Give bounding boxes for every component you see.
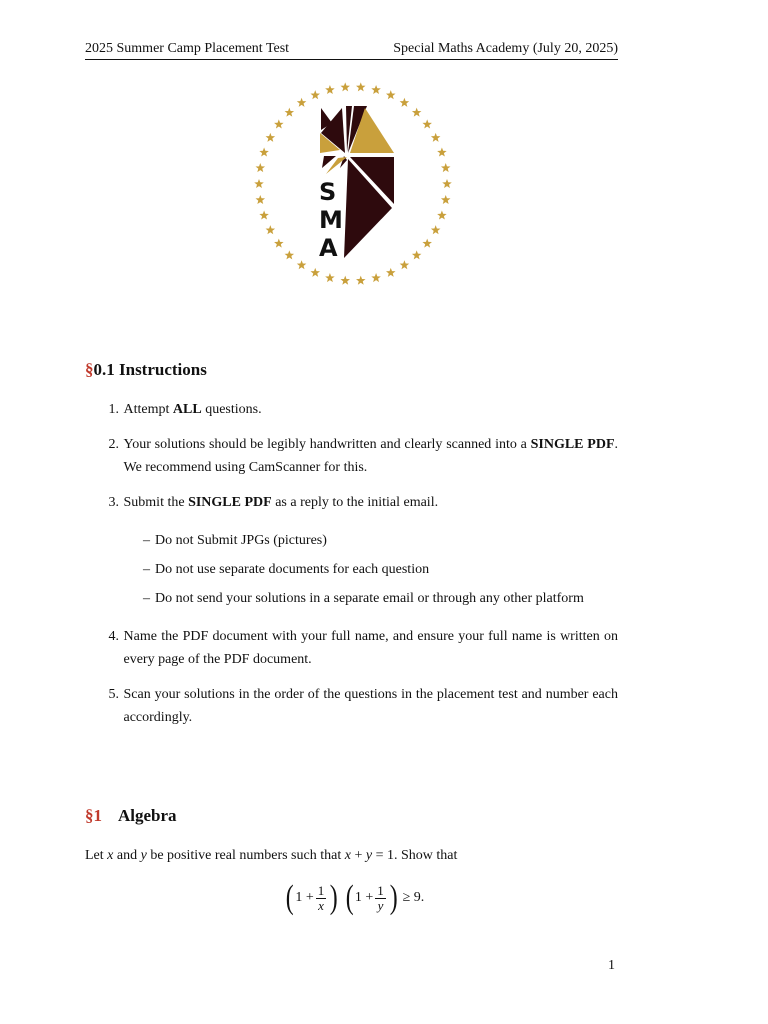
fraction: $\frac{1}{y}$	[377, 882, 384, 913]
star-icon	[266, 133, 276, 142]
star-icon	[274, 239, 284, 248]
fraction: $\frac{1}{x}$	[317, 882, 325, 913]
star-icon	[310, 268, 320, 277]
sma-logo	[248, 78, 458, 290]
star-icon	[441, 195, 451, 204]
list-item: 4. Name the PDF document with your full name, and ensure your full name is written on every page of the PDF document.	[108, 629, 618, 667]
algebra-heading	[85, 806, 177, 826]
star-icon	[285, 108, 295, 117]
sub-list	[85, 529, 618, 610]
star-icon	[400, 98, 410, 107]
star-icon	[412, 250, 422, 259]
star-icon	[422, 239, 432, 248]
star-icon	[400, 260, 410, 269]
star-icon	[437, 148, 447, 157]
page-number: 1	[608, 958, 615, 973]
star-icon	[422, 119, 432, 128]
star-icon	[340, 276, 350, 285]
star-icon	[386, 268, 396, 277]
sub-list-item: – Do not use separate documents for each question	[143, 562, 430, 577]
sub-list-item: – Do not Submit JPGs (pictures)	[143, 533, 327, 548]
star-icon	[356, 82, 366, 91]
star-icon	[256, 163, 266, 172]
star-icon	[285, 250, 295, 259]
problem-statement: Let x and y be positive real numbers such that x + y = 1. Show that	[85, 848, 458, 863]
list-item: 1. Attempt ALL questions.	[108, 402, 262, 417]
logo-letter-m: M	[319, 206, 343, 234]
header-right: Special Maths Academy (July 20, 2025)	[393, 41, 618, 56]
star-icon	[442, 179, 452, 188]
star-icon	[297, 98, 307, 107]
star-icon	[259, 148, 269, 157]
star-icon	[431, 133, 441, 142]
list-item: 2. Your solutions should be legibly handwritten and clearly scanned into a SINGLE PDF. We recommend using CamScanner for this.	[108, 437, 619, 475]
display-equation: ( 1 + $\frac{1}{x}$ ) ( 1 + $\frac{1}{y}$ ) ≥ 9.	[285, 879, 425, 916]
star-icon	[259, 211, 269, 220]
logo-letters	[319, 178, 343, 262]
star-icon	[266, 225, 276, 234]
star-icon	[254, 179, 264, 188]
star-icon	[441, 163, 451, 172]
star-icon	[310, 90, 320, 99]
star-icon	[274, 119, 284, 128]
star-icon	[325, 85, 335, 94]
star-icon	[371, 273, 381, 282]
star-icon	[297, 260, 307, 269]
logo-letter-a: A	[319, 234, 338, 262]
star-icon	[412, 108, 422, 117]
star-icon	[256, 195, 266, 204]
sub-list-item: – Do not send your solutions in a separate email or through any other platform	[143, 591, 584, 606]
star-icon	[431, 225, 441, 234]
star-icon	[340, 82, 350, 91]
star-icon	[356, 276, 366, 285]
instructions-list	[85, 398, 618, 729]
instructions-heading	[85, 360, 207, 380]
list-item: 5. Scan your solutions in the order of the questions in the placement test and number each accordingly.	[108, 687, 618, 725]
running-header	[85, 40, 618, 60]
star-icon	[437, 211, 447, 220]
star-icon	[325, 273, 335, 282]
section-sign: §	[85, 806, 94, 825]
instructions-title: 0.1 Instructions	[93, 360, 207, 379]
section-number: 1	[93, 806, 102, 825]
header-left: 2025 Summer Camp Placement Test	[85, 41, 290, 56]
star-icon	[371, 85, 381, 94]
list-item: 3. Submit the SINGLE PDF as a reply to the initial email.	[108, 495, 439, 510]
algebra-title: Algebra	[118, 806, 177, 825]
star-icon	[386, 90, 396, 99]
logo-letter-s: S	[319, 178, 337, 206]
section-sign: §	[85, 360, 94, 379]
